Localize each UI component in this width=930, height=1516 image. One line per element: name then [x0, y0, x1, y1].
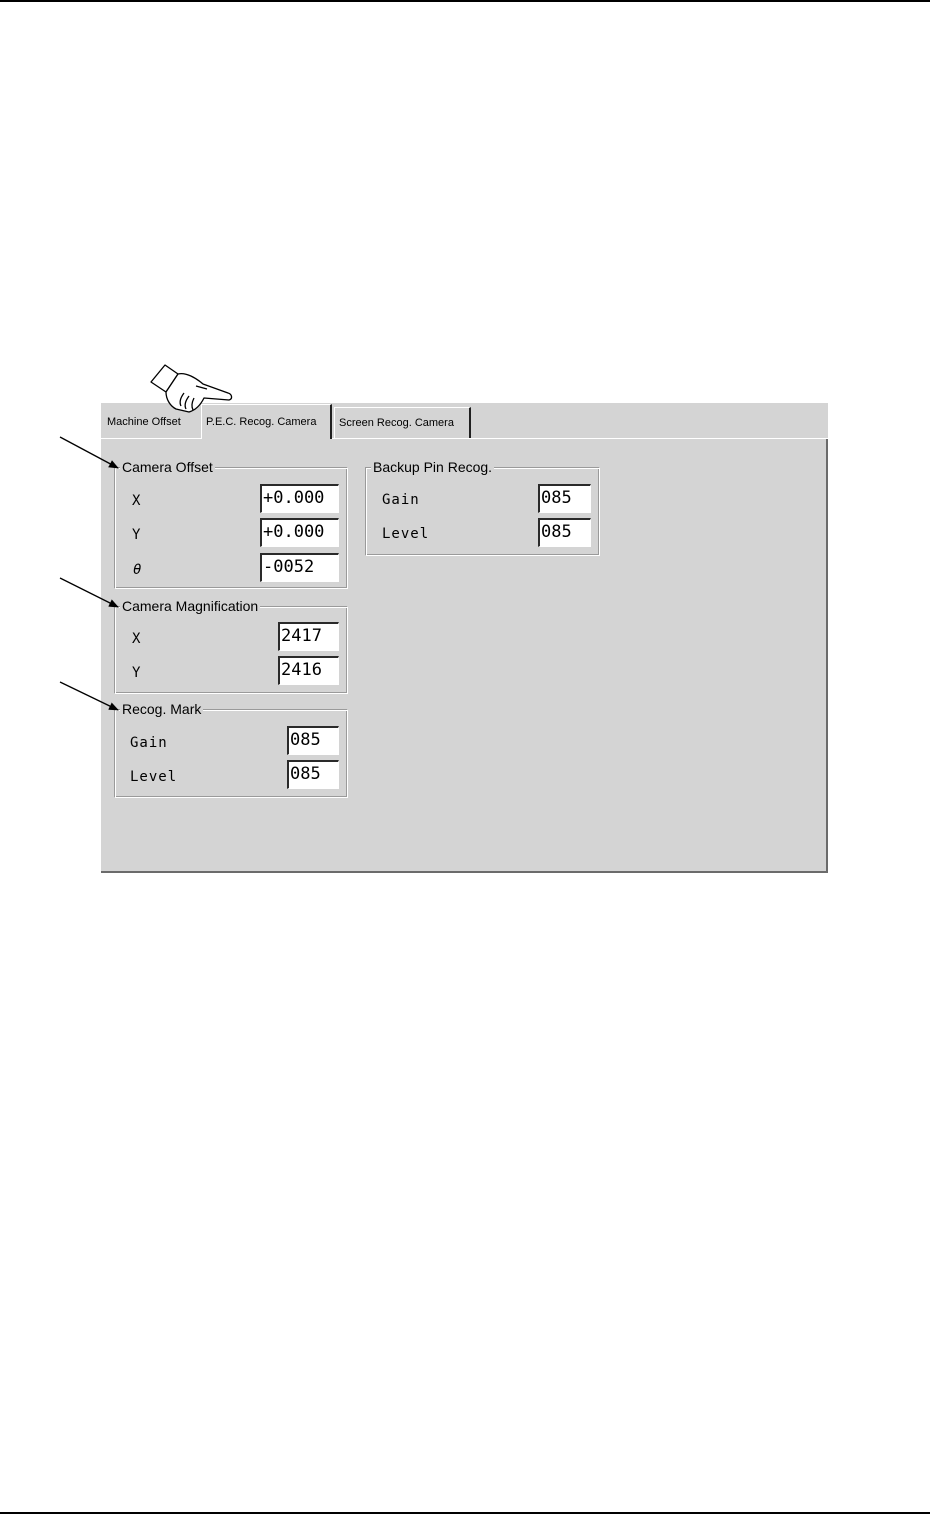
page-bottom-rule [0, 1512, 930, 1514]
camera-offset-x-label: X [132, 493, 142, 509]
backup-pin-gain-label: Gain [382, 492, 420, 508]
backup-pin-gain-field[interactable]: 085 [538, 484, 591, 513]
camera-magnification-x-field[interactable]: 2417 [278, 622, 339, 651]
camera-magnification-title: Camera Magnification [122, 598, 259, 614]
camera-offset-theta-label: θ [133, 562, 143, 578]
recog-mark-level-field[interactable]: 085 [287, 760, 339, 789]
tab-pec-recog-camera[interactable]: P.E.C. Recog. Camera [201, 404, 332, 439]
tab-screen-recog-camera[interactable]: Screen Recog. Camera [334, 407, 471, 438]
backup-pin-recog-title: Backup Pin Recog. [373, 459, 493, 475]
camera-magnification-x-label: X [132, 631, 142, 647]
tab-machine-offset[interactable]: Machine Offset [103, 407, 199, 438]
camera-offset-y-field[interactable]: +0.000 [260, 518, 339, 547]
panel-shadow-bottom [101, 871, 828, 873]
camera-offset-x-field[interactable]: +0.000 [260, 484, 339, 513]
camera-magnification-y-field[interactable]: 2416 [278, 656, 339, 685]
backup-pin-level-label: Level [382, 526, 430, 542]
panel-shadow-right [826, 438, 828, 873]
recog-mark-level-label: Level [130, 769, 178, 785]
camera-offset-theta-field[interactable]: -0052 [260, 553, 339, 582]
recog-mark-gain-field[interactable]: 085 [287, 726, 339, 755]
camera-offset-y-label: Y [132, 527, 142, 543]
recog-mark-gain-label: Gain [130, 735, 168, 751]
camera-offset-title: Camera Offset [122, 459, 213, 475]
recog-mark-title: Recog. Mark [122, 701, 202, 717]
camera-magnification-y-label: Y [132, 665, 142, 681]
backup-pin-level-field[interactable]: 085 [538, 518, 591, 547]
page-top-rule [0, 0, 930, 2]
